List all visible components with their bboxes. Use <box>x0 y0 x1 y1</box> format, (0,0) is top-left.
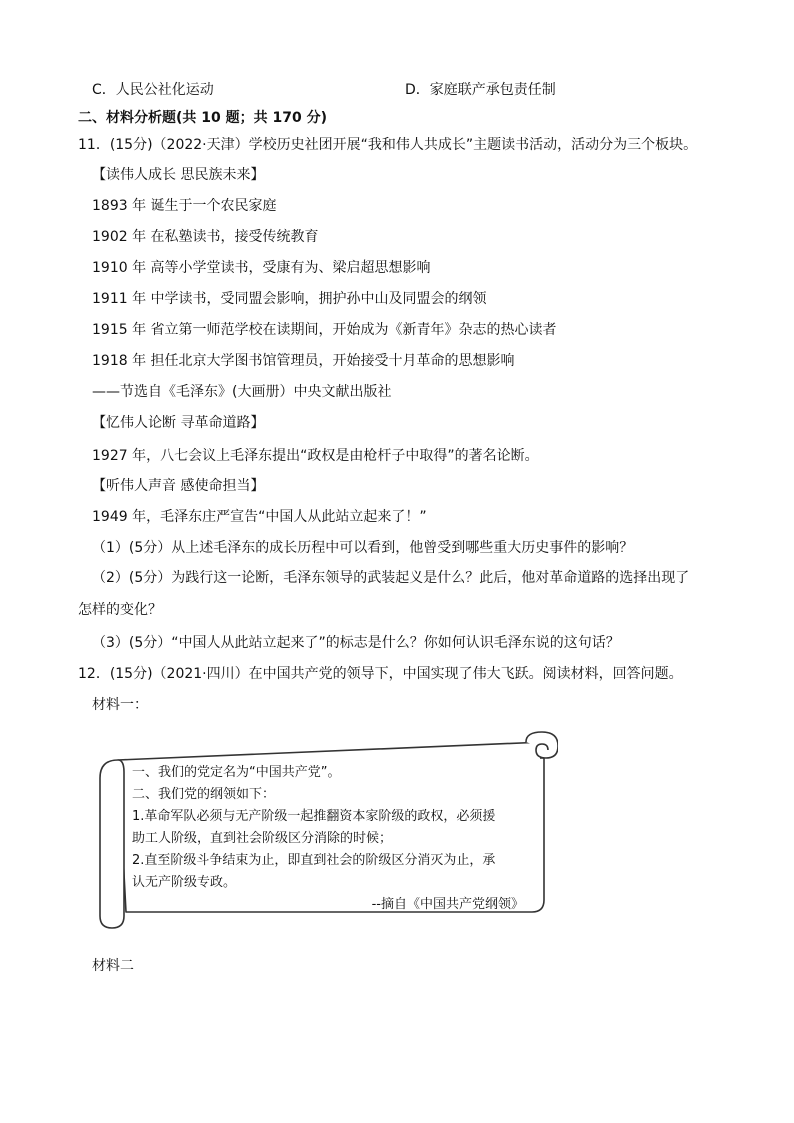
q12-stem: 12．(15分)（2021·四川）在中国共产党的领导下，中国实现了伟大飞跃。阅读材料，回答问题。 <box>78 666 683 682</box>
q11-block2-text: 1927 年，八七会议上毛泽东提出“政权是由枪杆子中取得”的著名论断。 <box>92 448 539 464</box>
material1-label: 材料一： <box>92 697 148 713</box>
timeline-item: 1915 年 省立第一师范学校在读期间，开始成为《新青年》杂志的热心读者 <box>92 322 557 338</box>
q11-sub1: （1）(5分）从上述毛泽东的成长历程中可以看到，他曾受到哪些重大历史事件的影响？ <box>92 540 634 556</box>
timeline-item: 1910 年 高等小学堂读书，受康有为、梁启超思想影响 <box>92 260 431 276</box>
timeline-item: 1893 年 诞生于一个农民家庭 <box>92 198 277 214</box>
timeline-item: 1918 年 担任北京大学图书馆管理员，开始接受十月革命的思想影响 <box>92 353 515 369</box>
scroll-content <box>132 762 542 916</box>
q11-sub3: （3）(5分）“中国人从此站立起来了”的标志是什么？你如何认识毛泽东说的这句话？ <box>92 635 620 651</box>
scroll-line: 1.革命军队必须与无产阶级一起推翻资本家阶级的政权，必须援 <box>132 809 496 824</box>
section-heading: 二、材料分析题(共 10 题；共 170 分) <box>78 110 327 126</box>
scroll-source: --摘自《中国共产党纲领》 <box>371 897 524 912</box>
scroll-line: 2.直至阶级斗争结束为止，即直到社会的阶级区分消灭为止，承 <box>132 853 496 868</box>
q11-block2-title: 【忆伟人论断 寻革命道路】 <box>92 415 265 431</box>
scroll-material <box>96 730 558 930</box>
q11-block3-text: 1949 年，毛泽东庄严宣告“中国人从此站立起来了！” <box>92 509 427 525</box>
scroll-line: 助工人阶级，直到社会阶级区分消除的时候； <box>132 831 393 846</box>
timeline-item: 1911 年 中学读书，受同盟会影响，拥护孙中山及同盟会的纲领 <box>92 291 487 307</box>
q11-sub2-cont: 怎样的变化？ <box>78 602 162 618</box>
option-c: C．人民公社化运动 <box>92 82 214 98</box>
scroll-line: 认无产阶级专政。 <box>132 875 237 890</box>
q11-sub2: （2）(5分）为践行这一论断，毛泽东领导的武装起义是什么？此后，他对革命道路的选择出现了 <box>92 570 690 586</box>
material2-label: 材料二 <box>92 958 134 974</box>
scroll-line: 一、我们的党定名为“中国共产党”。 <box>132 765 341 780</box>
q11-block1-title: 【读伟人成长 思民族未来】 <box>92 167 265 183</box>
q11-stem: 11．(15分)（2022·天津）学校历史社团开展“我和伟人共成长”主题读书活动，活动分为三个板块。 <box>78 137 698 153</box>
timeline-item: 1902 年 在私塾读书，接受传统教育 <box>92 229 319 245</box>
answer-options-row <box>92 80 712 100</box>
option-d: D．家庭联产承包责任制 <box>405 82 556 98</box>
scroll-line: 二、我们党的纲领如下： <box>132 787 276 802</box>
q11-block3-title: 【听伟人声音 感使命担当】 <box>92 478 265 494</box>
q11-source: ——节选自《毛泽东》(大画册）中央文献出版社 <box>92 384 392 400</box>
